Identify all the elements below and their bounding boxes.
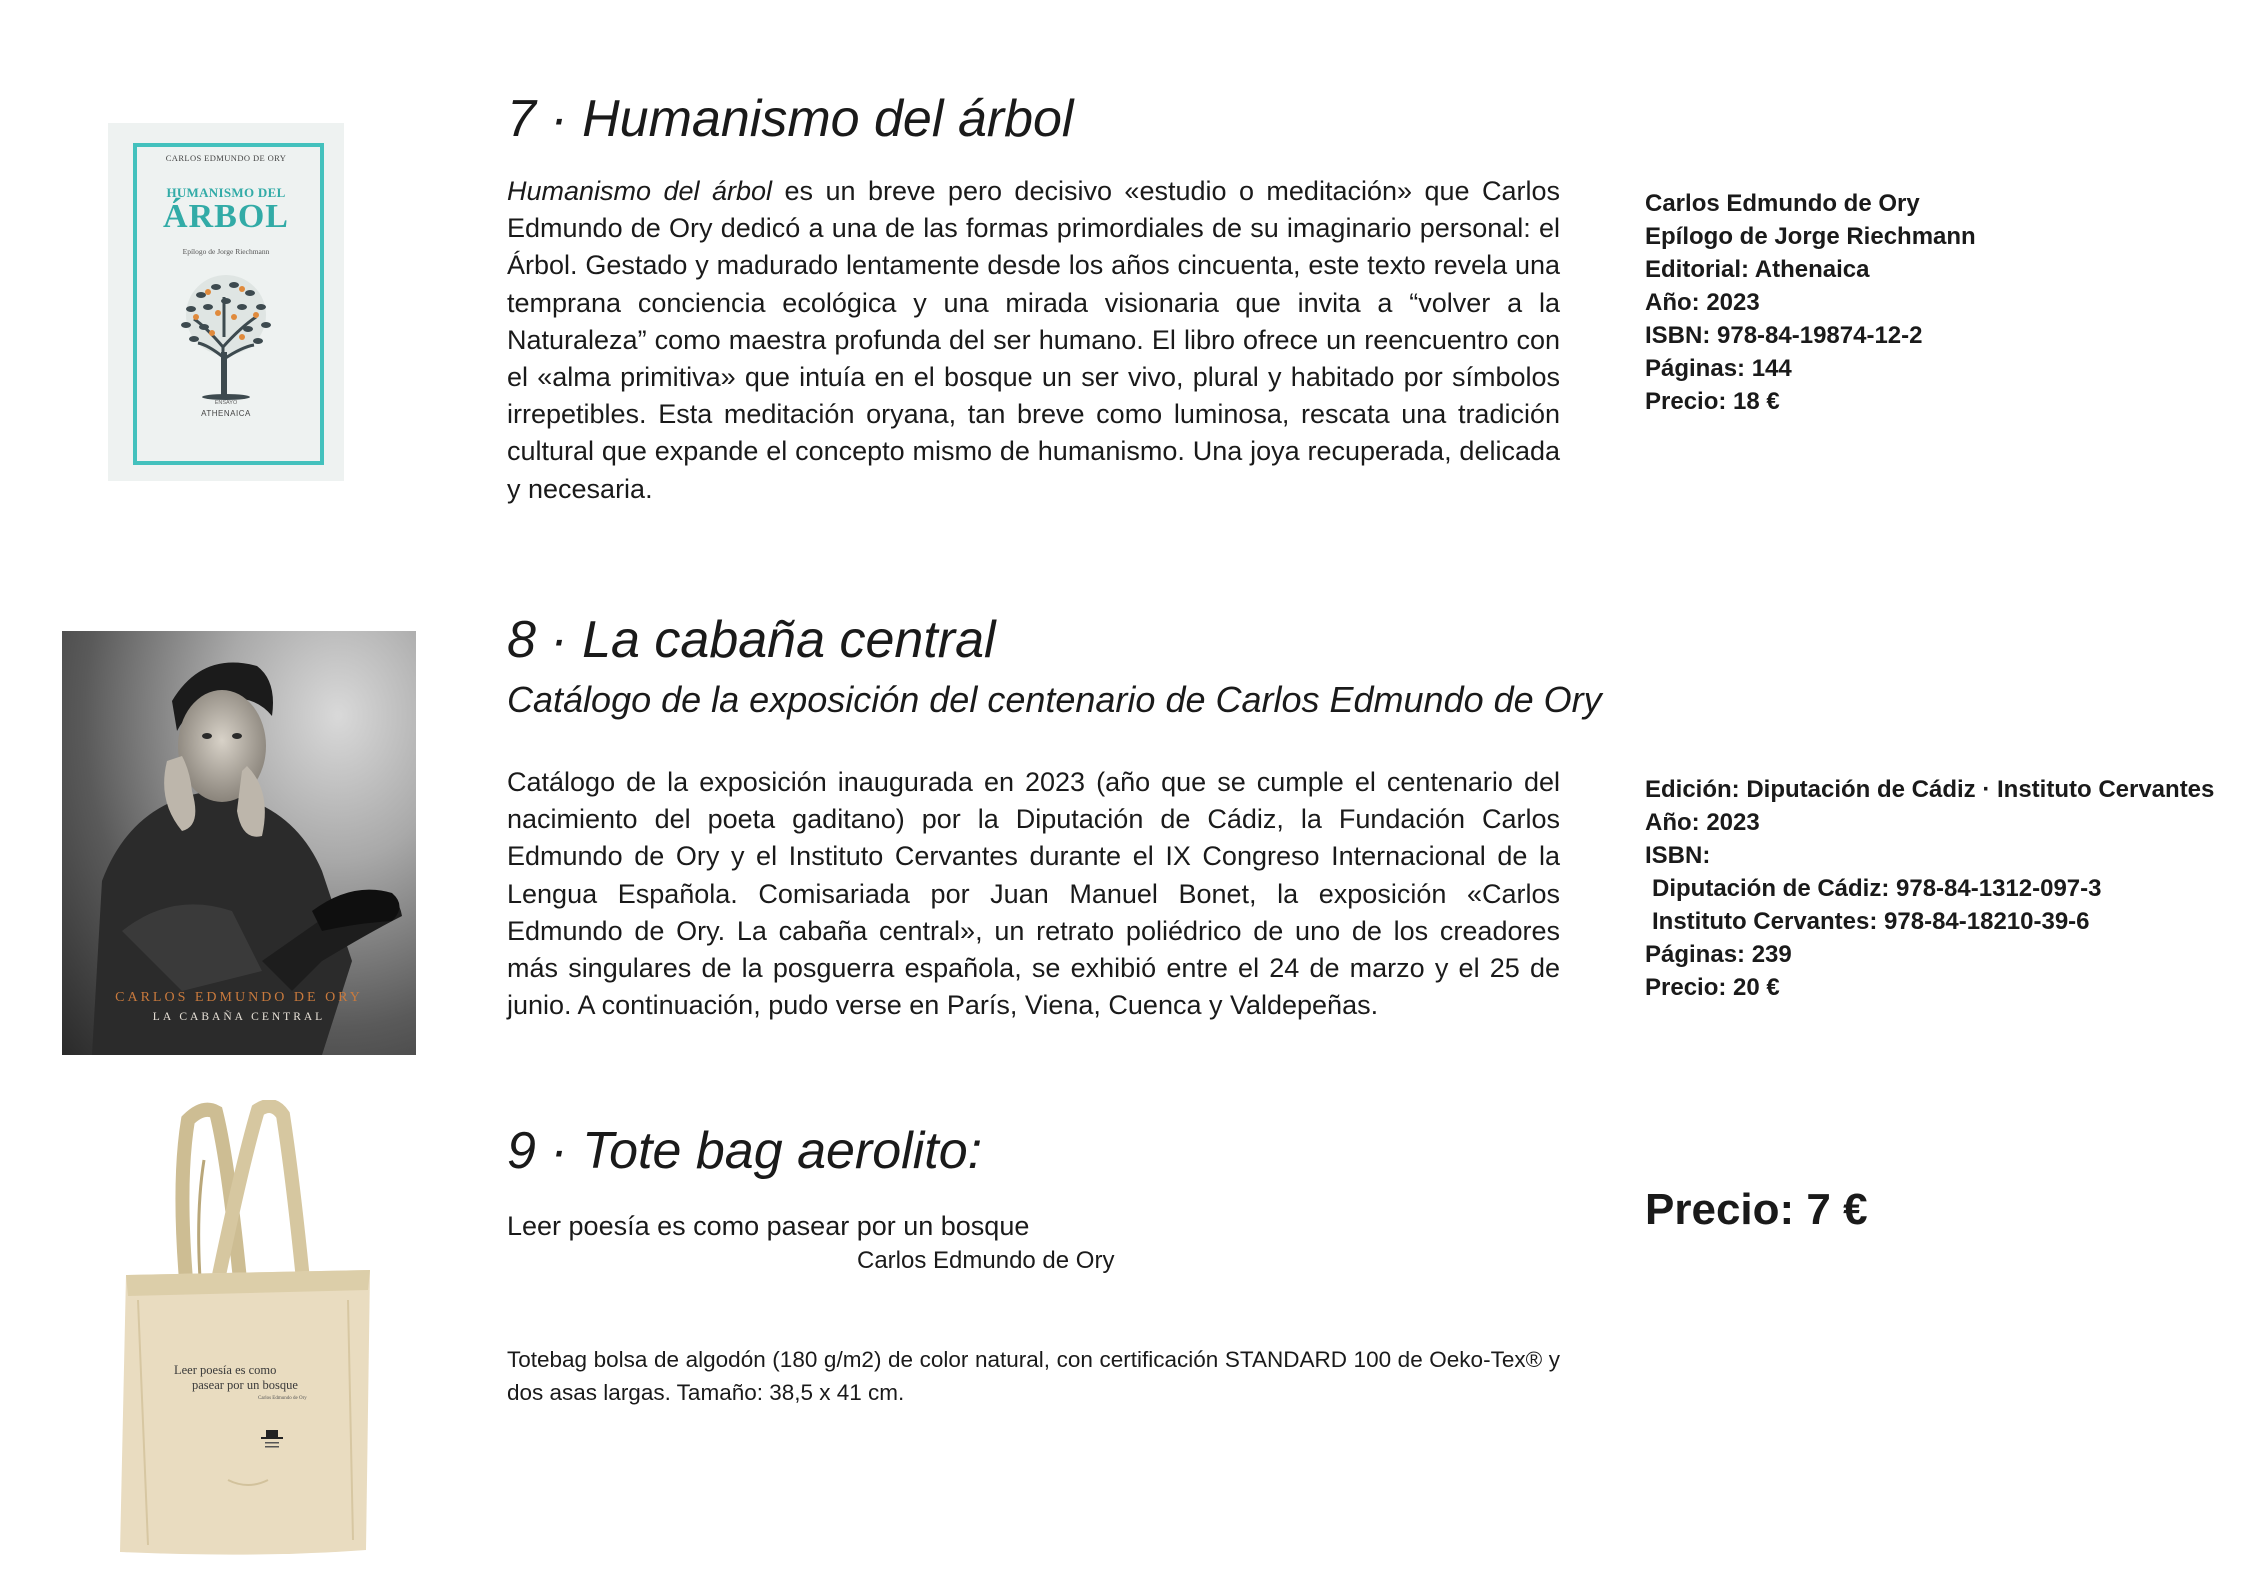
item9-description: Totebag bolsa de algodón (180 g/m2) de color natural, con certificación STANDARD 100 de Oeko-Tex® y dos asas largas. Tamaño: 38,5 x 41 cm. [507,1347,1560,1405]
item9-quote-author: Carlos Edmundo de Ory [857,1247,1115,1274]
item7-description-italic: Humanismo del árbol [507,176,773,206]
cover-author: CARLOS EDMUNDO DE ORY [165,153,287,163]
cover-publisher: ATHENAICA [201,409,251,418]
item7-meta-publisher: Editorial: Athenaica [1645,256,1870,283]
cover-title-line1: HUMANISMO DEL [166,185,286,200]
item7-meta-pages: Páginas: 144 [1645,355,1792,382]
item8-title: 8 · La cabaña central [507,611,996,669]
item8-meta-isbn-cervantes: Instituto Cervantes: 978-84-18210-39-6 [1652,908,2090,935]
item7-meta-epilogue: Epílogo de Jorge Riechmann [1645,223,1976,250]
item7-meta-author: Carlos Edmundo de Ory [1645,190,1920,217]
cover-subtitle: LA CABAÑA CENTRAL [152,1011,326,1023]
bag-print-line2: pasear por un bosque [192,1378,298,1392]
item8-meta-year: Año: 2023 [1645,809,1760,836]
item7-meta [1645,187,1976,418]
cover-collection: ENSAYO [214,400,238,406]
bag-print-line1: Leer poesía es como [174,1363,277,1377]
tote-bag-image [108,1100,378,1560]
item8-meta-price: Precio: 20 € [1645,974,1780,1001]
cover-epilogue: Epílogo de Jorge Riechmann [182,247,270,256]
item8-subtitle: Catálogo de la exposición del centenario de Carlos Edmundo de Ory [507,679,1602,720]
item7-description [507,173,1560,508]
item9-price: Precio: 7 € [1645,1185,1868,1234]
book-cover-la-cabana-central [62,631,416,1055]
item7-meta-price: Precio: 18 € [1645,388,1780,415]
tree-illustration-icon [146,267,306,402]
item9-quote: Leer poesía es como pasear por un bosque [507,1211,1030,1241]
item7-description-rest: es un breve pero decisivo «estudio o meditación» que Carlos Edmundo de Ory dedicó a una de las formas primordiales de su imaginario personal: el Árbol. Gestado y madurado lentamente desde los años cincuenta, este texto revela una temprana conciencia ecológica y una mirada visionaria que invita a “volver a la Naturaleza” como maestra profunda del ser humano. El libro ofrece un reencuentro con el «alma primitiva» que intuía en el bosque un ser vivo, plural y habitado por símbolos irrepetibles. Esta meditación oryana, tan breve como luminosa, rescata una tradición cultural que expande el concepto mismo de humanismo. Una joya recuperada, delicada y necesaria. [507,176,1560,504]
item8-meta-edition: Edición: Diputación de Cádiz · Instituto Cervantes [1645,776,2215,803]
item7-title: 7 · Humanismo del árbol [507,90,1074,148]
item7-meta-year: Año: 2023 [1645,289,1760,316]
cover-title-line2: ÁRBOL [163,198,289,235]
item8-meta [1645,773,2214,1004]
bag-print-author: Carlos Edmundo de Ory [258,1396,307,1401]
item8-meta-isbn-label: ISBN: [1645,842,1711,869]
item8-description: Catálogo de la exposición inaugurada en 2023 (año que se cumple el centenario del nacimiento del poeta gaditano) por la Diputación de Cádiz, la Fundación Carlos Edmundo de Ory y el Instituto Cervantes durante el IX Congreso Internacional de la Lengua Española. Comisariada por Juan Manuel Bonet, la exposición «Carlos Edmundo de Ory. La cabaña central», un retrato poliédrico de uno de los creadores más singulares de la posguerra española, se exhibió entre el 24 de marzo y el 25 de junio. A continuación, pudo verse en París, Viena, Cuenca y Valdepeñas. [507,767,1560,1021]
tote-bag-illustration [108,1100,378,1560]
item7-meta-isbn: ISBN: 978-84-19874-12-2 [1645,322,1923,349]
item8-meta-isbn-diputacion: Diputación de Cádiz: 978-84-1312-097-3 [1652,875,2102,902]
book-cover-humanismo-del-arbol [108,123,344,481]
item9-title: 9 · Tote bag aerolito: [507,1122,983,1180]
cover-author: CARLOS EDMUNDO DE ORY [115,990,363,1005]
item8-meta-pages: Páginas: 239 [1645,941,1792,968]
